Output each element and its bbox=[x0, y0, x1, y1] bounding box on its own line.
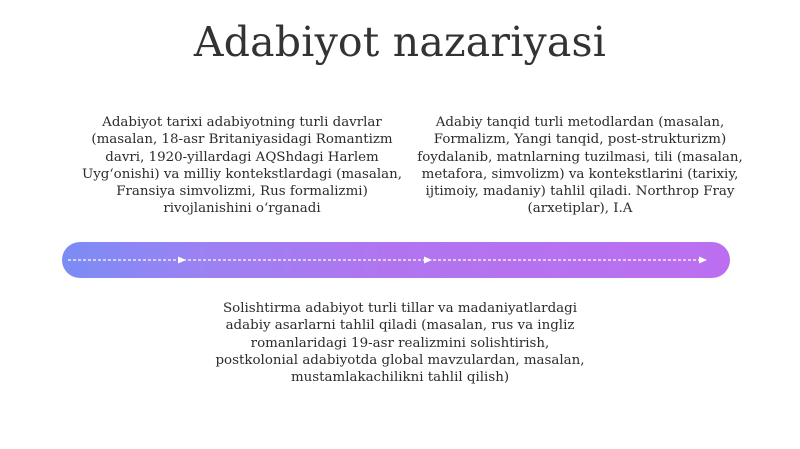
timeline-arrow-2-icon bbox=[424, 257, 432, 264]
literary-criticism-text: Adabiy tanqid turli metodlardan (masalan, Formalizm, Yangi tanqid, post-strukturizm) foydalanib, matnlarning tuzilmasi, tili (masalan, metafora, simvolizm) va kontekstlarini (tarixiy, ijtimoiy, madaniy) tahlil qiladi. Northrop Fray (arxetiplar), I.A bbox=[417, 115, 743, 217]
slide-title: Adabiyot nazariyasi bbox=[193, 18, 607, 66]
timeline-arrow-3-icon bbox=[699, 257, 707, 264]
comparative-literature-text: Solishtirma adabiyot turli tillar va madaniyatlardagi adabiy asarlarni tahlil qiladi (masalan, rus va ingliz romanlaridagi 19-asr realizmini solishtirish, postkolonial adabiyotda global mavzulardan, masalan, mustamlakachilikni tahlil qilish) bbox=[215, 301, 585, 386]
timeline-bar bbox=[62, 242, 730, 278]
timeline-dashed-line bbox=[62, 242, 730, 278]
literary-history-text: Adabiyot tarixi adabiyotning turli davrlar (masalan, 18-asr Britaniyasidagi Romantizm davri, 1920-yillardagi AQShdagi Harlem Uyg‘onishi) va milliy kontekstlardagi (masalan, Fransiya simvolizmi, Rus formalizmi) rivojlanishini o‘rganadi bbox=[81, 115, 403, 217]
timeline-arrow-1-icon bbox=[178, 257, 186, 264]
